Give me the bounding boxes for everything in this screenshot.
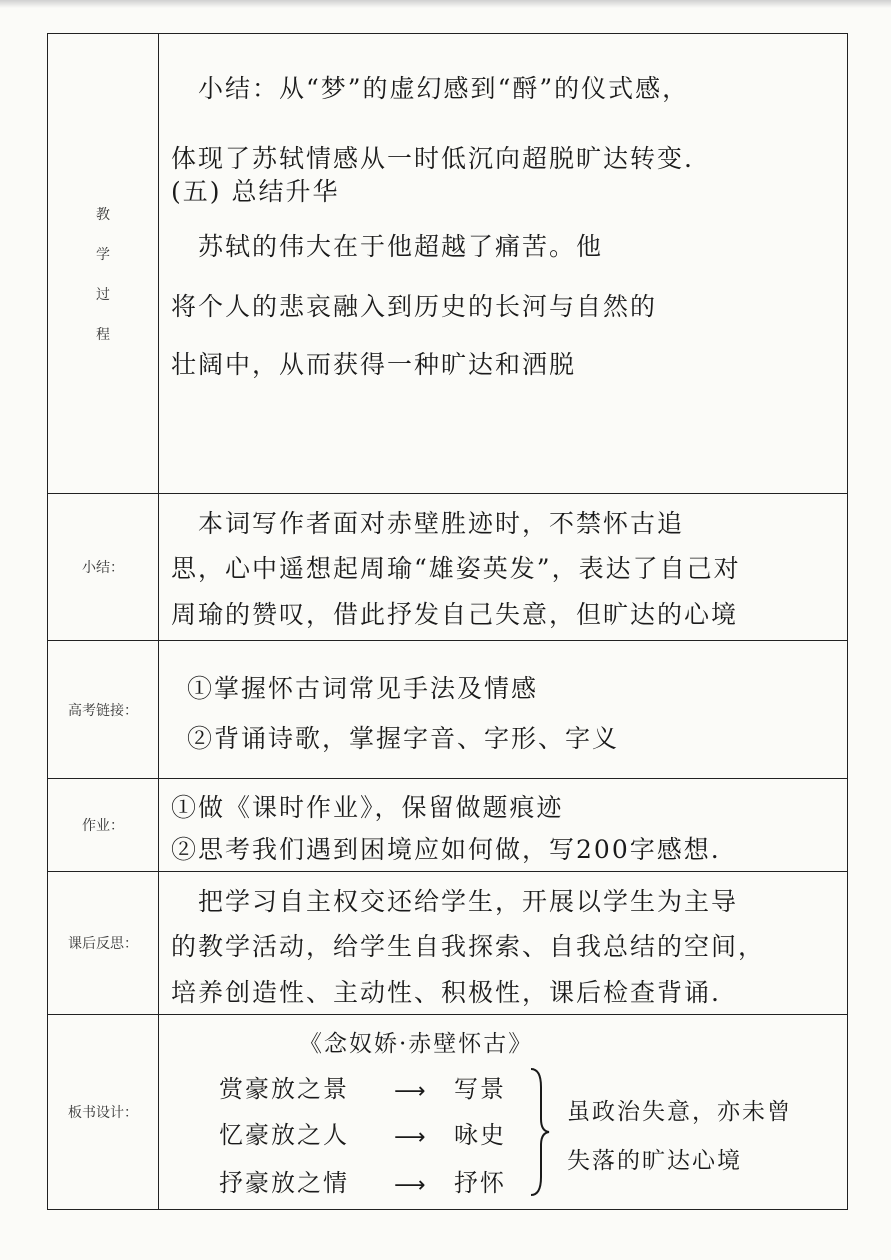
board-left-item: 抒豪放之情 (219, 1169, 349, 1197)
label-char: 过 (96, 287, 110, 303)
text-line: 培养创造性、主动性、积极性，课后检查背诵. (171, 978, 721, 1007)
content-exam-link (159, 641, 847, 778)
board-right-item: 抒怀 (454, 1169, 506, 1197)
text-line: 周瑜的赞叹，借此抒发自己失意，但旷达的心境 (171, 600, 739, 629)
label-char: 学 (96, 247, 110, 263)
lesson-plan-table (47, 33, 848, 1210)
text-line: ①做《课时作业》，保留做题痕迹 (171, 793, 564, 822)
label-reflection: 课后反思： (48, 872, 159, 1014)
label-teaching-process (48, 34, 159, 493)
arrow-icon: ⟶ (394, 1173, 426, 1198)
content-homework (159, 779, 847, 871)
row-summary (48, 494, 847, 641)
board-left-item: 赏豪放之景 (219, 1075, 349, 1103)
row-homework (48, 779, 847, 872)
arrow-icon: ⟶ (394, 1079, 426, 1104)
scan-edge (0, 0, 891, 8)
label-exam-link: 高考链接： (48, 641, 159, 778)
content-board-design (159, 1015, 847, 1209)
text-line: ①掌握怀古词常见手法及情感 (187, 674, 539, 703)
text-line: 思，心中遥想起周瑜“雄姿英发”，表达了自己对 (171, 554, 741, 583)
row-board-design (48, 1015, 847, 1209)
board-right-item: 咏史 (454, 1121, 506, 1149)
row-teaching-process (48, 34, 847, 494)
board-right-item: 写景 (454, 1075, 506, 1103)
label-homework: 作业： (48, 779, 159, 871)
content-teaching-process (159, 34, 847, 493)
board-conclusion-line: 失落的旷达心境 (567, 1148, 742, 1174)
text-line: 小结：从“梦”的虚幻感到“酹”的仪式感， (171, 74, 690, 103)
label-char: 程 (96, 327, 110, 343)
label-board-design: 板书设计： (48, 1015, 159, 1209)
arrow-icon: ⟶ (394, 1125, 426, 1150)
text-line: (五) 总结升华 (171, 177, 340, 206)
board-left-item: 忆豪放之人 (219, 1121, 349, 1149)
text-line: 壮阔中，从而获得一种旷达和洒脱 (171, 350, 577, 379)
label-char: 教 (96, 207, 110, 223)
row-exam-link (48, 641, 847, 779)
text-line: 本词写作者面对赤壁胜迹时，不禁怀古追 (171, 509, 685, 538)
text-line: ②背诵诗歌，掌握字音、字形、字义 (187, 724, 620, 753)
right-brace-icon (529, 1067, 551, 1197)
row-reflection (48, 872, 847, 1015)
text-line: ②思考我们遇到困境应如何做，写200字感想. (171, 835, 721, 864)
board-title: 《念奴娇·赤壁怀古》 (299, 1031, 534, 1057)
content-reflection (159, 872, 847, 1014)
text-line: 的教学活动，给学生自我探索、自我总结的空间， (171, 932, 766, 961)
content-summary (159, 494, 847, 640)
label-summary: 小结： (48, 494, 159, 640)
text-line: 苏轼的伟大在于他超越了痛苦。他 (171, 232, 604, 261)
text-line: 把学习自主权交还给学生，开展以学生为主导 (171, 887, 739, 916)
board-conclusion-line: 虽政治失意，亦未曾 (567, 1099, 792, 1125)
text-line: 体现了苏轼情感从一时低沉向超脱旷达转变. (171, 144, 694, 173)
text-line: 将个人的悲哀融入到历史的长河与自然的 (171, 292, 658, 321)
